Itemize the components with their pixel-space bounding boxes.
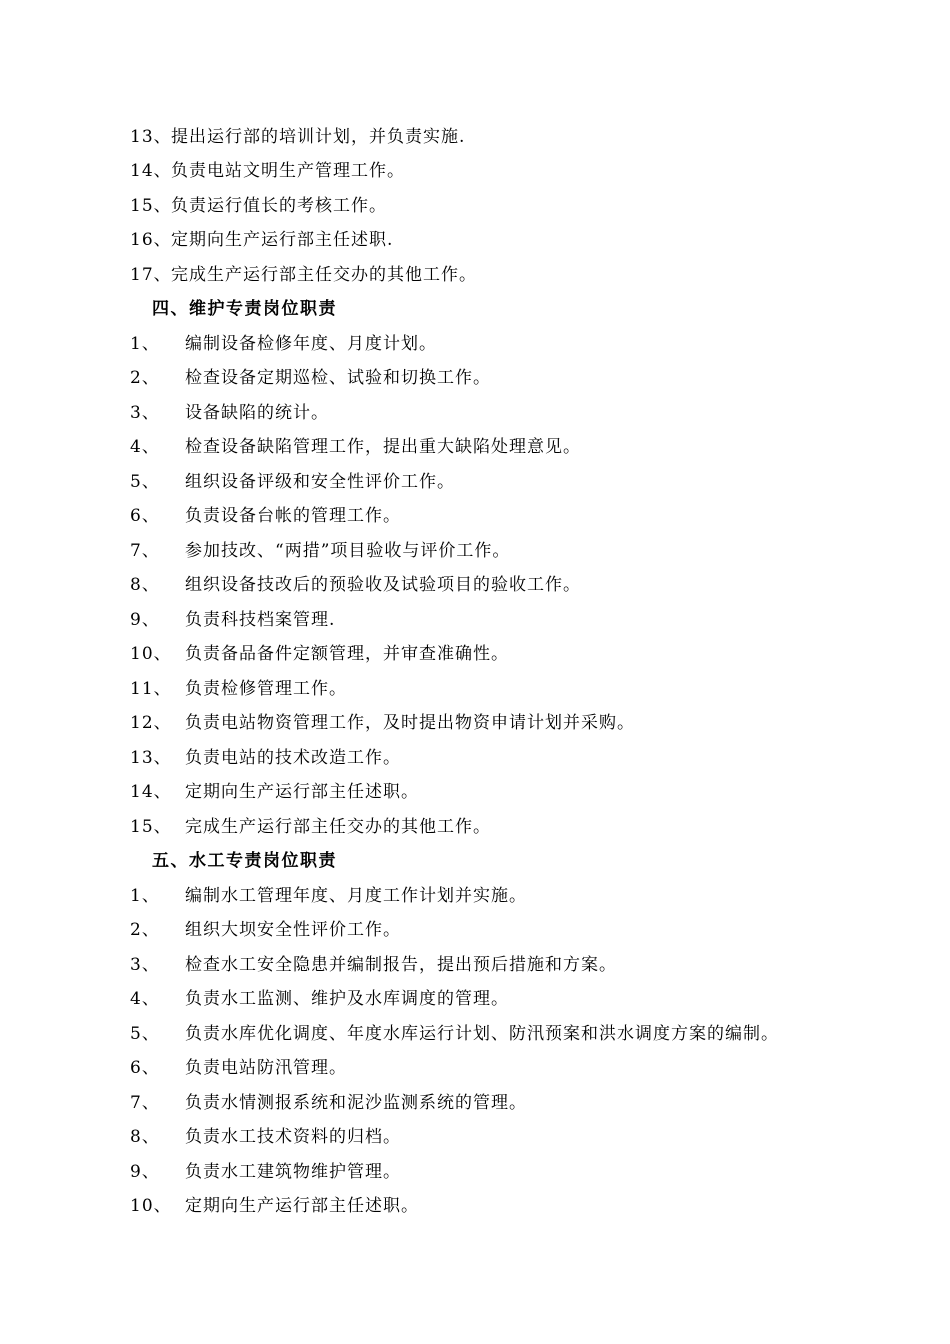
item-text: 完成生产运行部主任交办的其他工作。: [185, 817, 491, 837]
list-item: [130, 223, 393, 257]
item-text: 定期向生产运行部主任述职.: [171, 230, 394, 250]
list-item: [130, 879, 527, 913]
item-text: 提出运行部的培训计划，并负责实施.: [171, 127, 466, 147]
item-number: 6、: [130, 1058, 160, 1078]
item-text: 负责水工监测、维护及水库调度的管理。: [185, 989, 509, 1009]
item-number: 15、: [130, 196, 172, 216]
list-item: [130, 913, 401, 947]
list-item: [130, 568, 581, 602]
item-text: 编制水工管理年度、月度工作计划并实施。: [185, 886, 527, 906]
list-item: [130, 1155, 401, 1189]
section-heading: 五、水工专责岗位职责: [152, 851, 337, 871]
list-item: [130, 258, 477, 292]
list-item: [130, 603, 335, 637]
list-item: [130, 706, 635, 740]
item-number: 11、: [130, 679, 172, 699]
list-item: [130, 499, 401, 533]
item-text: 负责备品备件定额管理，并审查准确性。: [185, 644, 509, 664]
item-number: 14、: [130, 161, 172, 181]
item-text: 负责设备台帐的管理工作。: [185, 506, 401, 526]
list-item: [130, 1051, 347, 1085]
item-number: 9、: [130, 1162, 160, 1182]
item-number: 5、: [130, 472, 160, 492]
item-text: 负责水情测报系统和泥沙监测系统的管理。: [185, 1093, 527, 1113]
item-text: 检查水工安全隐患并编制报告，提出预后措施和方案。: [185, 955, 617, 975]
item-number: 14、: [130, 782, 172, 802]
item-number: 6、: [130, 506, 160, 526]
item-number: 1、: [130, 886, 160, 906]
item-text: 负责水工技术资料的归档。: [185, 1127, 401, 1147]
item-number: 13、: [130, 127, 172, 147]
item-text: 组织设备技改后的预验收及试验项目的验收工作。: [185, 575, 581, 595]
item-number: 7、: [130, 1093, 160, 1113]
item-number: 3、: [130, 403, 160, 423]
item-text: 负责检修管理工作。: [185, 679, 347, 699]
item-text: 完成生产运行部主任交办的其他工作。: [171, 265, 477, 285]
list-item: [130, 672, 347, 706]
list-item: [130, 810, 491, 844]
item-number: 10、: [130, 1196, 172, 1216]
item-number: 12、: [130, 713, 172, 733]
item-text: 设备缺陷的统计。: [185, 403, 329, 423]
item-text: 负责电站物资管理工作，及时提出物资申请计划并采购。: [185, 713, 635, 733]
list-item: [130, 1086, 527, 1120]
list-item: [130, 465, 455, 499]
list-item: [130, 1017, 779, 1051]
item-number: 17、: [130, 265, 172, 285]
item-text: 组织设备评级和安全性评价工作。: [185, 472, 455, 492]
list-item: [130, 189, 387, 223]
item-text: 负责电站的技术改造工作。: [185, 748, 401, 768]
item-text: 负责水库优化调度、年度水库运行计划、防汛预案和洪水调度方案的编制。: [185, 1024, 779, 1044]
item-number: 4、: [130, 437, 160, 457]
item-text: 负责电站防汛管理。: [185, 1058, 347, 1078]
item-number: 7、: [130, 541, 160, 561]
list-item: [130, 948, 617, 982]
item-number: 4、: [130, 989, 160, 1009]
list-item: [130, 430, 581, 464]
item-text: 组织大坝安全性评价工作。: [185, 920, 401, 940]
item-text: 负责电站文明生产管理工作。: [171, 161, 405, 181]
list-item: [130, 534, 510, 568]
item-text: 定期向生产运行部主任述职。: [185, 782, 419, 802]
item-number: 2、: [130, 920, 160, 940]
item-number: 8、: [130, 1127, 160, 1147]
item-number: 9、: [130, 610, 160, 630]
item-text: 编制设备检修年度、月度计划。: [185, 334, 437, 354]
item-number: 1、: [130, 334, 160, 354]
list-item: [130, 1120, 401, 1154]
item-number: 2、: [130, 368, 160, 388]
list-item: [130, 327, 437, 361]
item-number: 5、: [130, 1024, 160, 1044]
list-item: [130, 396, 329, 430]
list-item: [130, 361, 491, 395]
list-item: [130, 120, 465, 154]
item-text: 负责水工建筑物维护管理。: [185, 1162, 401, 1182]
list-item: [130, 741, 401, 775]
list-item: [130, 982, 509, 1016]
list-item: [130, 154, 405, 188]
item-text: 检查设备缺陷管理工作，提出重大缺陷处理意见。: [185, 437, 581, 457]
item-number: 16、: [130, 230, 172, 250]
list-item: [130, 775, 419, 809]
item-text: 检查设备定期巡检、试验和切换工作。: [185, 368, 491, 388]
list-item: [130, 637, 509, 671]
item-text: 定期向生产运行部主任述职。: [185, 1196, 419, 1216]
item-number: 10、: [130, 644, 172, 664]
item-number: 13、: [130, 748, 172, 768]
item-text: 负责科技档案管理.: [185, 610, 336, 630]
item-number: 3、: [130, 955, 160, 975]
item-number: 15、: [130, 817, 172, 837]
item-text: 参加技改、“两措”项目验收与评价工作。: [185, 541, 511, 561]
item-text: 负责运行值长的考核工作。: [171, 196, 387, 216]
list-item: [130, 1189, 419, 1223]
section-heading: 四、维护专责岗位职责: [152, 299, 337, 319]
item-number: 8、: [130, 575, 160, 595]
